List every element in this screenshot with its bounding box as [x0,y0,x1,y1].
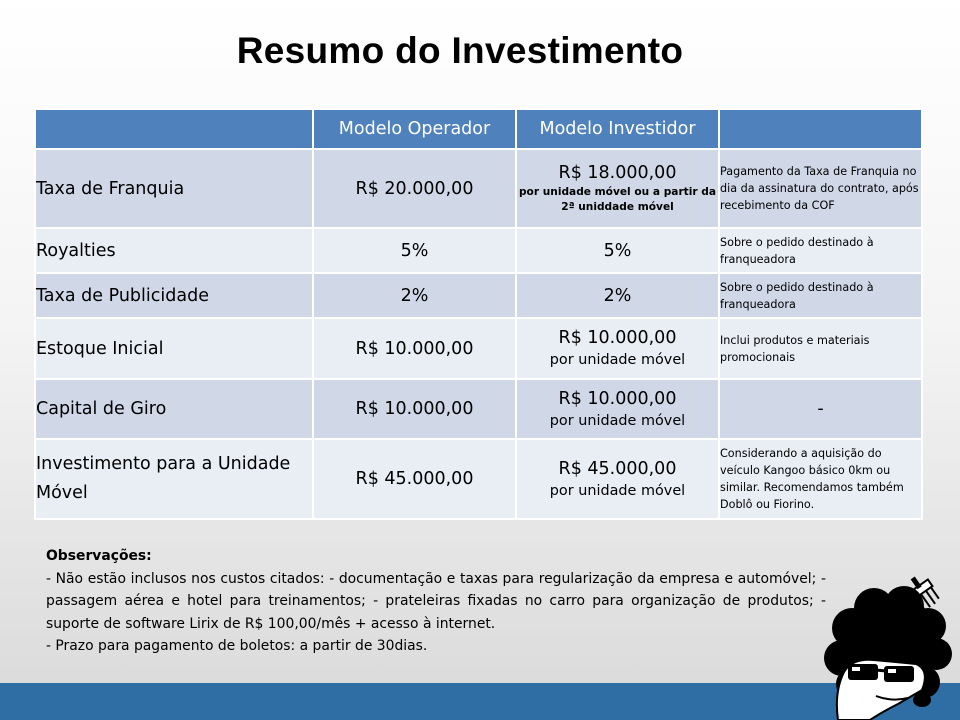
observations-title: Observações: [46,548,152,564]
investidor-subtext: por unidade móvel [549,482,686,499]
row-label: Estoque Inicial [35,318,313,379]
investidor-subtext: por unidade móvel ou a partir da 2ª uniddade móvel [518,186,717,213]
investment-table [34,108,923,520]
row-label: Taxa de Franquia [35,149,313,228]
operador-value: 5% [313,228,516,273]
operador-value: 2% [313,273,516,318]
operador-value: R$ 45.000,00 [313,439,516,519]
observations-line: - Não estão inclusos nos custos citados: - documentação e taxas para regularização da empresa e automóvel; - passagem aérea e hotel para treinamentos; - prateleiras fixadas no carro para organização de produtos; - suporte de software Lirix de R$ 100,00/mês + acesso à internet. [46,570,826,632]
table-row [35,318,922,379]
investidor-cell [516,439,719,519]
table-row [35,149,922,228]
investidor-value: 2% [516,273,719,318]
row-note: Sobre o pedido destinado à franqueadora [719,228,922,273]
observations [46,545,826,658]
operador-value: R$ 10.000,00 [313,379,516,439]
investidor-cell [516,379,719,439]
investidor-cell [516,318,719,379]
row-note: - [719,379,922,439]
investidor-value: R$ 45.000,00 [558,458,677,479]
investidor-value: 5% [516,228,719,273]
table-row [35,439,922,519]
table-row [35,379,922,439]
row-label: Capital de Giro [35,379,313,439]
header-empty-right [719,109,922,149]
investidor-subtext: por unidade móvel [549,352,686,368]
header-modelo-investidor: Modelo Investidor [516,109,719,149]
row-label: Royalties [35,228,313,273]
header-modelo-operador: Modelo Operador [313,109,516,149]
row-note: Pagamento da Taxa de Franquia no dia da assinatura do contrato, após recebimento da COF [719,149,922,228]
page-title: Resumo do Investimento [236,30,684,71]
observations-line: - Prazo para pagamento de boletos: a partir de 30dias. [46,638,428,654]
investidor-cell [516,149,719,228]
mascot-icon [812,572,960,720]
row-label: Taxa de Publicidade [35,273,313,318]
row-note: Sobre o pedido destinado à franqueadora [719,273,922,318]
investidor-value: R$ 18.000,00 [558,163,677,183]
operador-value: R$ 20.000,00 [313,149,516,228]
table-row [35,273,922,318]
row-note: Inclui produtos e materiais promocionais [719,318,922,379]
operador-value: R$ 10.000,00 [313,318,516,379]
table-header-row [35,109,922,149]
row-label: Investimento para a Unidade Móvel [35,439,313,519]
investidor-value: R$ 10.000,00 [558,328,677,348]
investidor-subtext: por unidade móvel [549,412,686,429]
header-empty-left [35,109,313,149]
row-note: Considerando a aquisição do veículo Kangoo básico 0km ou similar. Recomendamos também Doblô ou Fiorino. [719,439,922,519]
table-row [35,228,922,273]
investidor-value: R$ 10.000,00 [558,388,677,409]
